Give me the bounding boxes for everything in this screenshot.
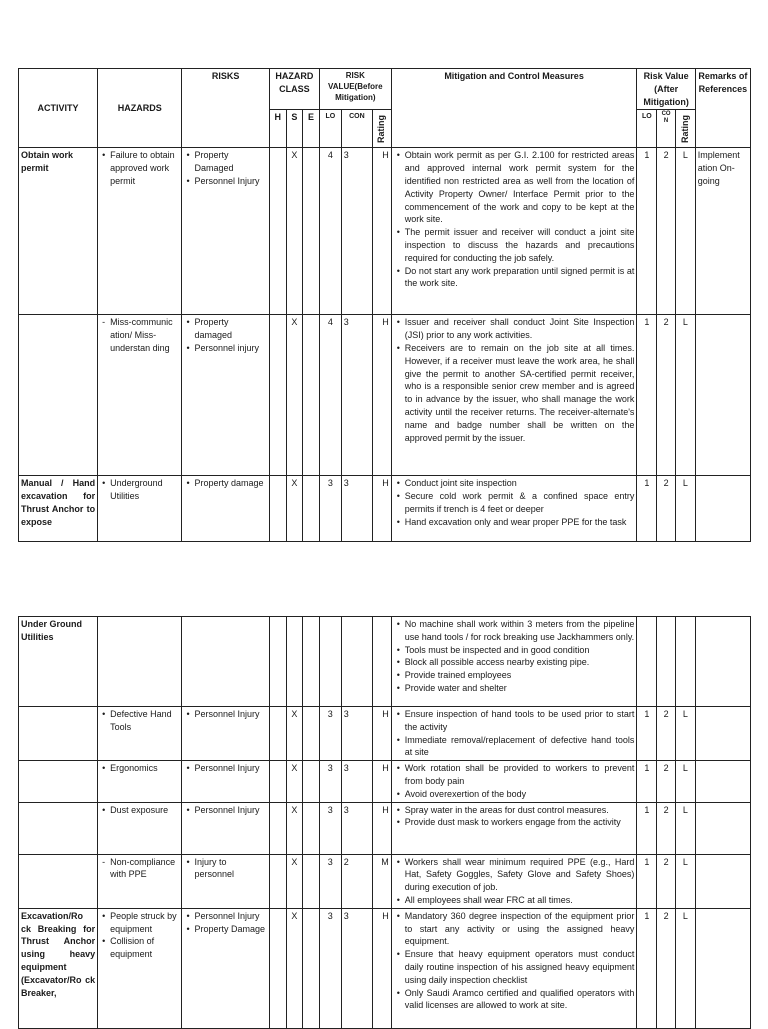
activity-cell <box>19 761 98 802</box>
hazard-item-list <box>100 804 179 817</box>
rating-before-cell: H <box>372 707 391 761</box>
lo-after-cell: 1 <box>637 908 657 1028</box>
hazard-item-list <box>100 149 179 187</box>
lo-after-cell: 1 <box>637 315 657 476</box>
class-s-cell: X <box>286 908 303 1028</box>
class-h-cell <box>269 148 286 315</box>
con-before-cell: 2 <box>341 854 372 908</box>
risk-item-list <box>184 762 266 775</box>
class-h-cell <box>269 854 286 908</box>
table-row <box>19 476 751 542</box>
lo-after-cell: 1 <box>637 148 657 315</box>
class-e-cell <box>303 761 320 802</box>
hazards-cell <box>98 802 182 854</box>
risk-item-list <box>184 804 266 817</box>
class-e-cell <box>303 148 320 315</box>
hazard-item-list <box>100 856 179 882</box>
con-before-cell: 3 <box>341 761 372 802</box>
mitigation-cell <box>391 476 637 542</box>
class-e-cell <box>303 908 320 1028</box>
activity-cell: Obtain work permit <box>19 148 98 315</box>
risk-item: • Personnel Injury <box>194 804 266 817</box>
table-row <box>19 315 751 476</box>
table-row <box>19 761 751 802</box>
header-lo-after: LO <box>637 110 657 148</box>
risks-cell <box>182 476 269 542</box>
class-h-cell <box>269 476 286 542</box>
header-e: E <box>303 110 320 148</box>
hazard-item-list <box>100 708 179 734</box>
lo-before-cell <box>319 617 341 707</box>
remarks-cell <box>695 707 750 761</box>
mitigation-item: • Only Saudi Aramco certified and qualified operators with valid licenses are allowed to work at site. <box>405 987 635 1013</box>
remarks-cell <box>695 802 750 854</box>
hazards-cell <box>98 854 182 908</box>
hazards-cell <box>98 707 182 761</box>
rating-after-cell: L <box>675 761 695 802</box>
mitigation-item: • Receivers are to remain on the job site at all times. However, if a receiver must leave the work area, he shall give the permit to another SA-certified permit receiver, who is a responsible senior crew member and is agreed to in advance by the issuer, who shall manage the work activity until the receiver returns. The receiver-alternate's name and badge number shall be written on the approved permit by the issuer. <box>405 342 635 444</box>
risks-cell <box>182 761 269 802</box>
header-hazard-class: HAZARD CLASS <box>269 69 319 110</box>
rating-before-cell: H <box>372 315 391 476</box>
lo-before-cell: 3 <box>319 908 341 1028</box>
table-row <box>19 617 751 707</box>
header-risks: RISKS <box>182 69 269 148</box>
risk-item-list <box>184 316 266 354</box>
remarks-cell <box>695 617 750 707</box>
hazard-item: • Failure to obtain approved work permit <box>110 149 179 187</box>
header-risk-value-before: RISK VALUE(Before Mitigation) <box>319 69 391 110</box>
risk-item-list <box>184 149 266 187</box>
mitigation-item-list <box>394 618 635 695</box>
con-after-cell: 2 <box>657 908 676 1028</box>
class-s-cell <box>286 617 303 707</box>
lo-after-cell: 1 <box>637 761 657 802</box>
risks-cell <box>182 802 269 854</box>
mitigation-item: • Hand excavation only and wear proper PPE for the task <box>405 516 635 529</box>
mitigation-item: • The permit issuer and receiver will conduct a joint site inspection to discuss the hazards and precautions required for conducting the job safely. <box>405 226 635 264</box>
remarks-cell <box>695 315 750 476</box>
con-after-cell: 2 <box>657 476 676 542</box>
rating-after-cell: L <box>675 476 695 542</box>
mitigation-item: • Provide dust mask to workers engage from the activity <box>405 816 635 829</box>
mitigation-item: • Provide trained employees <box>405 669 635 682</box>
mitigation-item: • Issuer and receiver shall conduct Joint Site Inspection (JSI) prior to any work activities. <box>405 316 635 342</box>
risks-cell <box>182 707 269 761</box>
header-rating-after-label: Rating <box>679 114 690 143</box>
class-s-cell: X <box>286 761 303 802</box>
risk-item-list <box>184 477 266 490</box>
rating-after-cell: L <box>675 707 695 761</box>
con-after-cell: 2 <box>657 802 676 854</box>
lo-before-cell: 3 <box>319 707 341 761</box>
lo-before-cell: 3 <box>319 476 341 542</box>
mitigation-item: • Ensure that heavy equipment operators must conduct daily routine inspection of his assigned heavy equipment using daily inspection checklist <box>405 948 635 986</box>
rating-after-cell: L <box>675 148 695 315</box>
mitigation-item: • Block all possible access nearby existing pipe. <box>405 656 635 669</box>
risk-item: • Injury to personnel <box>194 856 266 882</box>
header-rating <box>372 110 391 148</box>
risk-item: • Property Damage <box>194 923 266 936</box>
class-e-cell <box>303 315 320 476</box>
lo-after-cell: 1 <box>637 707 657 761</box>
class-e-cell <box>303 476 320 542</box>
remarks-cell <box>695 761 750 802</box>
remarks-cell <box>695 854 750 908</box>
lo-after-cell <box>637 617 657 707</box>
rating-before-cell: H <box>372 761 391 802</box>
risks-cell <box>182 908 269 1028</box>
header-con-after: CO N <box>657 110 676 148</box>
risk-item: • Personnel Injury <box>194 762 266 775</box>
mitigation-item-list <box>394 804 635 830</box>
mitigation-cell <box>391 315 637 476</box>
table-row <box>19 854 751 908</box>
mitigation-item: • Spray water in the areas for dust control measures. <box>405 804 635 817</box>
con-before-cell: 3 <box>341 315 372 476</box>
con-after-cell: 2 <box>657 761 676 802</box>
header-risk-value-after: Risk Value (After Mitigation) <box>637 69 695 110</box>
mitigation-cell <box>391 854 637 908</box>
mitigation-item: • Do not start any work preparation until signed permit is at the work site. <box>405 265 635 291</box>
risk-item: • Personnel Injury <box>194 175 266 188</box>
con-before-cell: 3 <box>341 148 372 315</box>
hazard-item: - Non-compliance with PPE <box>110 856 179 882</box>
mitigation-item: • Provide water and shelter <box>405 682 635 695</box>
hazard-item: • Collision of equipment <box>110 935 179 961</box>
class-e-cell <box>303 854 320 908</box>
con-before-cell: 3 <box>341 908 372 1028</box>
rating-before-cell: H <box>372 908 391 1028</box>
rating-after-cell: L <box>675 854 695 908</box>
hazard-item: • Ergonomics <box>110 762 179 775</box>
risks-cell <box>182 854 269 908</box>
con-before-cell <box>341 617 372 707</box>
class-s-cell: X <box>286 148 303 315</box>
remarks-cell <box>695 476 750 542</box>
mitigation-item: • All employees shall wear FRC at all times. <box>405 894 635 907</box>
class-h-cell <box>269 802 286 854</box>
rating-after-cell: L <box>675 315 695 476</box>
mitigation-cell <box>391 802 637 854</box>
page-2 <box>18 616 751 1029</box>
mitigation-item: • Conduct joint site inspection <box>405 477 635 490</box>
page-1 <box>18 68 751 542</box>
class-h-cell <box>269 707 286 761</box>
mitigation-item-list <box>394 856 635 907</box>
rating-after-cell: L <box>675 802 695 854</box>
header-con: CON <box>341 110 372 148</box>
rating-before-cell: H <box>372 802 391 854</box>
con-after-cell <box>657 617 676 707</box>
hazards-cell <box>98 476 182 542</box>
mitigation-item-list <box>394 910 635 1012</box>
mitigation-item: • Workers shall wear minimum required PPE (e.g., Hard Hat, Safety Goggles, Safety Glove and Safety Shoes) during execution of job. <box>405 856 635 894</box>
activity-cell: Under Ground Utilities <box>19 617 98 707</box>
activity-cell <box>19 802 98 854</box>
risks-cell <box>182 148 269 315</box>
table-row <box>19 707 751 761</box>
remarks-cell <box>695 908 750 1028</box>
class-h-cell <box>269 315 286 476</box>
class-s-cell: X <box>286 315 303 476</box>
hazard-item-list <box>100 316 179 354</box>
risk-item-list <box>184 856 266 882</box>
table-row <box>19 148 751 315</box>
mitigation-item-list <box>394 708 635 759</box>
mitigation-item: • Mandatory 360 degree inspection of the equipment prior to start any activity or using the assigned heavy equipment. <box>405 910 635 948</box>
risk-item: • Property damaged <box>194 316 266 342</box>
risk-table-page-1 <box>18 68 751 542</box>
mitigation-item-list <box>394 762 635 800</box>
header-rating-label: Rating <box>376 114 387 143</box>
risks-cell <box>182 617 269 707</box>
mitigation-item: • Work rotation shall be provided to workers to prevent from body pain <box>405 762 635 788</box>
header-lo: LO <box>319 110 341 148</box>
rating-before-cell: H <box>372 148 391 315</box>
activity-cell <box>19 315 98 476</box>
class-s-cell: X <box>286 802 303 854</box>
mitigation-cell <box>391 761 637 802</box>
class-s-cell: X <box>286 854 303 908</box>
class-h-cell <box>269 908 286 1028</box>
con-after-cell: 2 <box>657 854 676 908</box>
remarks-cell: Implement ation On-going <box>695 148 750 315</box>
con-after-cell: 2 <box>657 707 676 761</box>
hazard-item: • People struck by equipment <box>110 910 179 936</box>
hazards-cell <box>98 761 182 802</box>
risk-item: • Personnel Injury <box>194 910 266 923</box>
header-hazards: HAZARDS <box>98 69 182 148</box>
risk-item: • Personnel Injury <box>194 708 266 721</box>
hazards-cell <box>98 148 182 315</box>
rating-after-cell: L <box>675 908 695 1028</box>
hazards-cell <box>98 617 182 707</box>
risk-item: • Property damage <box>194 477 266 490</box>
hazard-item-list <box>100 910 179 961</box>
lo-before-cell: 4 <box>319 148 341 315</box>
mitigation-item-list <box>394 316 635 444</box>
hazard-item: - Miss-communic ation/ Miss-understan ding <box>110 316 179 354</box>
hazard-item-list <box>100 762 179 775</box>
mitigation-item: • Obtain work permit as per G.I. 2.100 for restricted areas and approved internal work permit system for the identified non restricted area as well from the location of Activity Property Owner/ Interface Permit prior to the commencement of the work and copy to be kept at the work site. <box>405 149 635 226</box>
lo-before-cell: 3 <box>319 802 341 854</box>
lo-after-cell: 1 <box>637 476 657 542</box>
hazard-item-list <box>100 477 179 503</box>
con-after-cell: 2 <box>657 148 676 315</box>
class-h-cell <box>269 617 286 707</box>
mitigation-item: • Tools must be inspected and in good condition <box>405 644 635 657</box>
risks-cell <box>182 315 269 476</box>
class-h-cell <box>269 761 286 802</box>
lo-after-cell: 1 <box>637 802 657 854</box>
hazard-item: • Defective Hand Tools <box>110 708 179 734</box>
table-row <box>19 802 751 854</box>
class-e-cell <box>303 707 320 761</box>
class-s-cell: X <box>286 707 303 761</box>
hazards-cell <box>98 908 182 1028</box>
table-row <box>19 908 751 1028</box>
rating-before-cell: H <box>372 476 391 542</box>
risk-item: • Property Damaged <box>194 149 266 175</box>
rows-page-2 <box>19 617 751 1029</box>
con-before-cell: 3 <box>341 802 372 854</box>
activity-cell <box>19 854 98 908</box>
header-activity: ACTIVITY <box>19 69 98 148</box>
activity-cell <box>19 707 98 761</box>
header-h: H <box>269 110 286 148</box>
con-before-cell: 3 <box>341 707 372 761</box>
rating-before-cell: M <box>372 854 391 908</box>
header-mitigation: Mitigation and Control Measures <box>391 69 637 148</box>
mitigation-item: • No machine shall work within 3 meters from the pipeline use hand tools / for rock breaking use Jackhammers only. <box>405 618 635 644</box>
risk-table-page-2 <box>18 616 751 1029</box>
class-e-cell <box>303 617 320 707</box>
mitigation-cell <box>391 617 637 707</box>
mitigation-item: • Avoid overexertion of the body <box>405 788 635 801</box>
rows-page-1 <box>19 148 751 542</box>
mitigation-cell <box>391 148 637 315</box>
mitigation-item: • Secure cold work permit & a confined space entry permits if trench is 4 feet or deeper <box>405 490 635 516</box>
hazard-item: • Dust exposure <box>110 804 179 817</box>
rating-after-cell <box>675 617 695 707</box>
activity-cell: Manual / Hand excavation for Thrust Anchor to expose <box>19 476 98 542</box>
class-e-cell <box>303 802 320 854</box>
lo-before-cell: 3 <box>319 761 341 802</box>
mitigation-item-list <box>394 477 635 528</box>
mitigation-item: • Immediate removal/replacement of defective hand tools at site <box>405 734 635 760</box>
hazard-item: • Underground Utilities <box>110 477 179 503</box>
con-before-cell: 3 <box>341 476 372 542</box>
lo-before-cell: 3 <box>319 854 341 908</box>
rating-before-cell <box>372 617 391 707</box>
mitigation-cell <box>391 707 637 761</box>
risk-item: • Personnel injury <box>194 342 266 355</box>
lo-after-cell: 1 <box>637 854 657 908</box>
mitigation-item: • Ensure inspection of hand tools to be used prior to start the activity <box>405 708 635 734</box>
mitigation-cell <box>391 908 637 1028</box>
lo-before-cell: 4 <box>319 315 341 476</box>
hazards-cell <box>98 315 182 476</box>
header-s: S <box>286 110 303 148</box>
mitigation-item-list <box>394 149 635 290</box>
class-s-cell: X <box>286 476 303 542</box>
header-rating-after <box>675 110 695 148</box>
activity-cell: Excavation/Ro ck Breaking for Thrust Anchor using heavy equipment (Excavator/Ro ck Breaker, <box>19 908 98 1028</box>
risk-item-list <box>184 708 266 721</box>
con-after-cell: 2 <box>657 315 676 476</box>
risk-item-list <box>184 910 266 936</box>
header-remarks: Remarks of References <box>695 69 750 148</box>
